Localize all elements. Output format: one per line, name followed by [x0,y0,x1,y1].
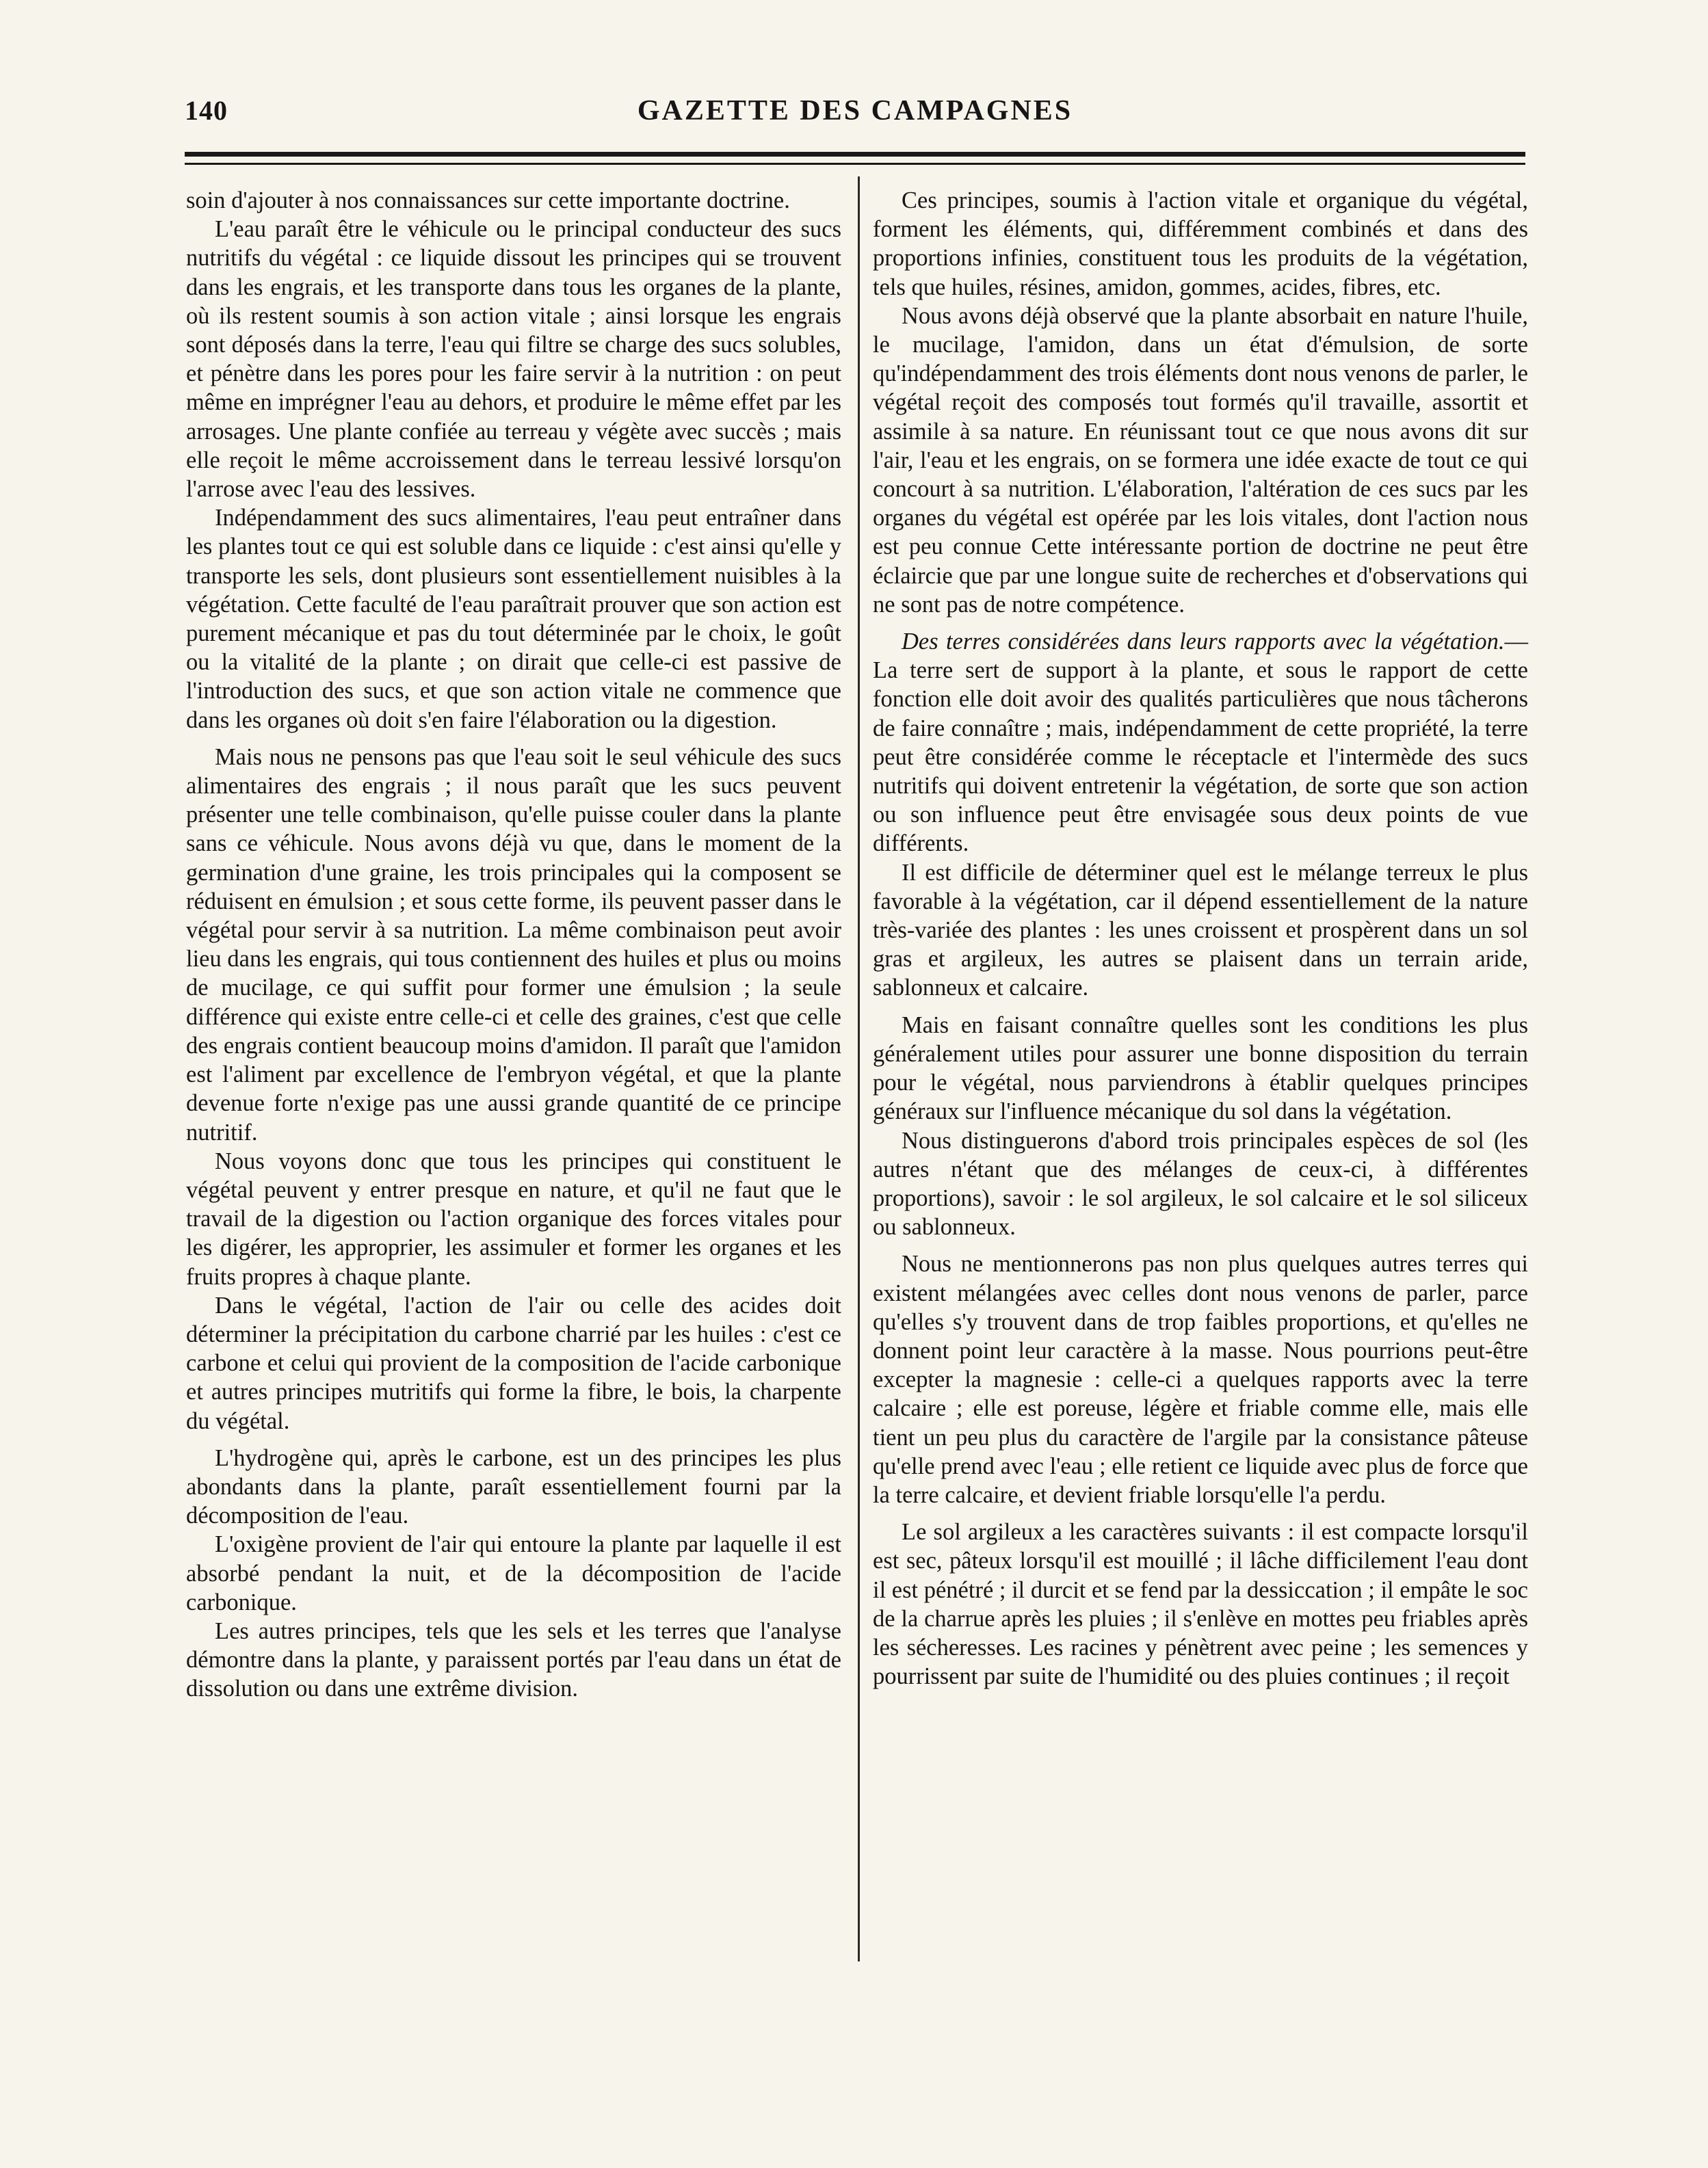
paragraph: Les autres principes, tels que les sels et les terres que l'analyse démontre dans la plante, y paraissent portés par l'eau dans un état de dissolution ou dans une extrême division. [186,1617,841,1702]
journal-title: GAZETTE DES CAMPAGNES [637,95,1073,127]
paragraph: Mais en faisant connaître quelles sont les conditions les plus généralement utiles pour assurer une bonne disposition du terrain pour le végétal, nous parviendrons à établir quelques principes généraux sur l'influence mécanique du sol dans la végétation. [873,1012,1528,1125]
section-first-text: — La terre sert de support à la plante, et sous le rapport de cette fonction elle doit avoir des qualités particulières que nous tâcherons de faire connaître ; mais, indépendamment de cette propriété, la terre peut être considérée comme le réceptacle et l'intermède des sucs nutritifs qui doivent entretenir la végétation, de sorte que son action ou son influence peut être envisagée sous deux points de vue différents. [873,629,1528,857]
paragraph: soin d'ajouter à nos connaissances sur cette importante doctrine. [186,187,790,213]
running-header [185,94,1525,137]
header-rule-thin [185,163,1525,165]
paragraph: Nous avons déjà observé que la plante absorbait en nature l'huile, le mucilage, l'amidon, dans un état d'émulsion, de sorte qu'indépendamment des trois éléments dont nous venons de parler, le végétal reçoit des composés tout formés qu'il travaille, assortit et assimile à sa nature. En réunissant tout ce que nous avons dit sur l'air, l'eau et les engrais, on se formera une idée exacte de tout ce qui concourt à sa nutrition. L'élaboration, l'altération de ces sucs par les organes du végétal est opérée par les lois vitales, dont l'action nous est peu connue Cette intéressante portion de doctrine ne peut être éclaircie que par une longue suite de recherches et d'observations qui ne sont pas de notre compétence. [873,302,1528,618]
paragraph: L'oxigène provient de l'air qui entoure la plante par laquelle il est absorbé pendant la nuit, et de la décomposition de l'acide carbonique. [186,1531,841,1615]
paragraph: Il est difficile de déterminer quel est le mélange terreux le plus favorable à la végétation, car il dépend essentiellement de la nature très-variée des plantes : les unes croissent et prospèrent dans un sol gras et argileux, les autres se plaisent dans un terrain aride, sablonneux et calcaire. [873,859,1528,1001]
paragraph: Mais nous ne pensons pas que l'eau soit le seul véhicule des sucs alimentaires des engrais ; il nous paraît que les sucs peuvent présenter une telle combinaison, qu'elle puisse couler dans la plante sans ce véhicule. Nous avons déjà vu que, dans le moment de la germination d'une graine, les trois principales qui la composent se réduisent en émulsion ; et sous cette forme, ils peuvent passer dans le végétal pour servir à sa nutrition. La même combinaison peut avoir lieu dans les engrais, qui tous contiennent des huiles et plus ou moins de mucilage, ce qui suffit pour former une émulsion ; la seule différence qui existe entre celle-ci et celle des graines, c'est que celle des engrais contient beaucoup moins d'amidon. Il paraît que l'amidon est l'aliment par excellence de l'embryon végétal, et que la plante devenue forte n'exige pas une aussi grande quantité de ce principe nutritif. [186,743,841,1146]
paragraph: Nous voyons donc que tous les principes qui constituent le végétal peuvent y entrer presque en nature, et qu'il ne faut que le travail de la digestion ou l'action organique des forces vitales pour les digérer, les approprier, les assimuler et former les organes et les fruits propres à chaque plante. [186,1148,841,1290]
paragraph: Nous ne mentionnerons pas non plus quelques autres terres qui existent mélangées avec celles dont nous venons de parler, parce qu'elles s'y trouvent dans de trop faibles proportions, et qu'elles ne donnent point leur caractère à la masse. Nous pourrions peut-être excepter la magnesie : celle-ci a quelques rapports avec la terre calcaire ; elle est poreuse, légère et friable comme elle, mais elle tient un peu plus du caractère de l'argile par la consistance pâteuse qu'elle prend avec l'eau ; elle retient ce liquide avec plus de force que la terre calcaire, et devient friable lorsqu'elle l'a perdu. [873,1251,1528,1508]
right-column [873,186,1528,1691]
section-title: Des terres considérées dans leurs rapports avec la végétation. [902,629,1505,655]
paragraph: Dans le végétal, l'action de l'air ou celle des acides doit déterminer la précipitation du carbone charrié par les huiles : c'est ce carbone et celui qui provient de la composition de l'acide carbonique et autres principes mutritifs qui forme la fibre, le bois, la charpente du végétal. [186,1292,841,1434]
paragraph: L'eau paraît être le véhicule ou le principal conducteur des sucs nutritifs du végétal : ce liquide dissout les principes qui se trouvent dans les engrais, et les transporte dans tous les organes de la plante, où ils restent soumis à son action vitale ; ainsi lorsque les engrais sont déposés dans la terre, l'eau qui filtre se charge des sucs solubles, et pénètre dans les pores pour les faire servir à la nutrition : on peut même en imprégner l'eau au dehors, et produire le même effet par les arrosages. Une plante confiée au terreau y végète avec succès ; mais elle reçoit le même accroissement dans le terreau lessivé lorsqu'on l'arrose avec l'eau des lessives. [186,216,841,503]
page-number: 140 [185,95,228,126]
paragraph: Le sol argileux a les caractères suivants : il est compacte lorsqu'il est sec, pâteux lorsqu'il est mouillé ; il lâche difficilement l'eau dont il est pénétré ; il durcit et se fend par la dessiccation ; il empâte le soc de la charrue après les pluies ; il s'enlève en mottes peu friables après les sécheresses. Les racines y pénètrent avec peine ; les semences y pourrissent par suite de l'humidité ou des pluies continues ; il reçoit [873,1519,1528,1690]
header-rule-thick [185,152,1525,157]
left-column [186,186,841,1704]
paragraph: L'hydrogène qui, après le carbone, est un des principes les plus abondants dans la plante, paraît essentiellement fourni par la décomposition de l'eau. [186,1444,841,1529]
paragraph: Nous distinguerons d'abord trois principales espèces de sol (les autres n'étant que des mélanges de ceux-ci, à différentes proportions), savoir : le sol argileux, le sol calcaire et le sol siliceux ou sablonneux. [873,1127,1528,1241]
paragraph: Ces principes, soumis à l'action vitale et organique du végétal, forment les éléments, qui, différemment combinés et dans des proportions infinies, constituent tous les produits de la végétation, tels que huiles, résines, amidon, gommes, acides, fibres, etc. [873,187,1528,300]
section-opening-paragraph [873,627,1528,858]
column-divider [858,176,860,1961]
paragraph: Indépendamment des sucs alimentaires, l'eau peut entraîner dans les plantes tout ce qui est soluble dans ce liquide : c'est ainsi qu'elle y transporte les sels, dont plusieurs sont essentiellement nuisibles à la végétation. Cette faculté de l'eau paraîtrait prouver que son action est purement mécanique et pas du tout déterminée par le choix, le goût ou la vitalité de la plante ; on dirait que celle-ci est passive de l'introduction des sucs, et que son action vitale ne commence que dans les organes où doit s'en faire l'élaboration ou la digestion. [186,505,841,733]
